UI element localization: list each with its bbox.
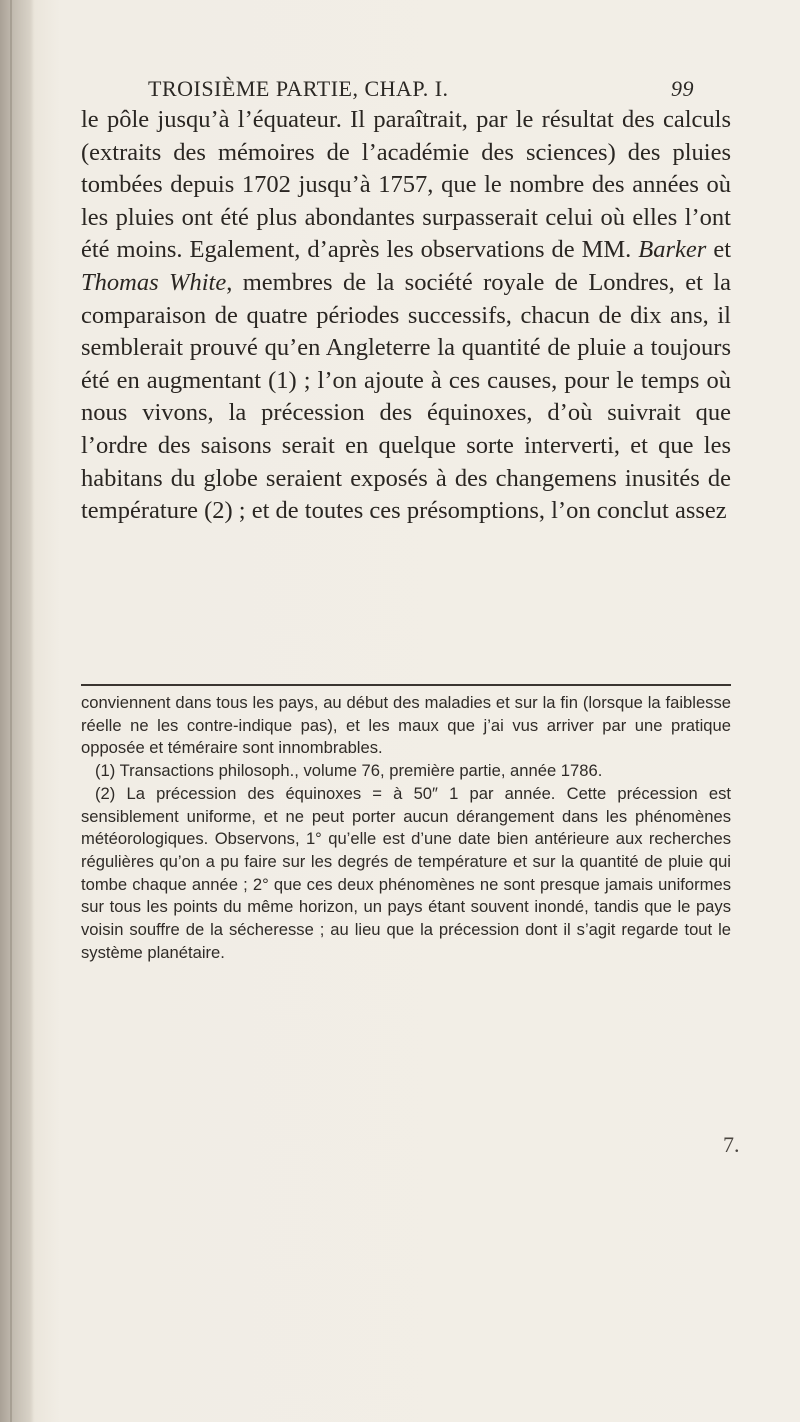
running-head-title: TROISIÈME PARTIE, CHAP. I. [148, 76, 449, 101]
main-text-part-1: le pôle jusqu’à l’équateur. Il paraîtrait, par le résultat des calculs (extraits des mémoires de l’académie des sciences) des pluies tombées depuis 1702 jusqu’à 1757, que le nombre des années où les pluies ont été plus abondantes surpasserait celui où elles l’ont été moins. Egalement, d’après les observations de MM. [81, 106, 731, 264]
footnote-1: (1) Transactions philosoph., volume 76, première partie, année 1786. [95, 761, 603, 781]
binding-gutter [0, 0, 34, 1422]
author-name-white: Thomas White [81, 268, 227, 296]
main-text [81, 104, 731, 528]
footnote-separator [81, 684, 731, 686]
signature-mark: 7. [723, 1132, 740, 1157]
main-paragraph [81, 104, 731, 528]
page-number: 99 [671, 76, 694, 101]
author-name-barker: Barker [638, 236, 707, 264]
main-text-part-2: et [706, 236, 732, 264]
main-text-part-3: , membres de la société royale de Londres, et la comparaison de quatre périodes successifs, chacun de dix ans, il semblerait prouvé qu’en Angleterre la quantité de pluie a toujours été en augmentant (1) ; l’on ajoute à ces causes, pour le temps où nous vivons, la précession des équinoxes, d’où suivrait que l’ordre des saisons serait en quelque sorte interverti, et que les habitans du globe seraient exposés à des changemens inusités de température (2) ; et de toutes ces présomptions, l’on conclut assez [81, 268, 731, 525]
footnote-continuation: conviennent dans tous les pays, au début des maladies et sur la fin (lorsque la faiblesse réelle ne les contre-indique pas), et les maux que j’ai vus arriver par une pratique opposée et téméraire sont innombrables. [81, 693, 731, 758]
footnotes [81, 692, 731, 964]
running-head [148, 76, 708, 102]
footnote-2: (2) La précession des équinoxes = à 50″ 1 par année. Cette précession est sensiblement uniforme, et ne peut porter aucun dérangement dans les phénomènes météorologiques. Observons, 1° qu’elle est d’une date bien antérieure aux recherches régulières qu’on a pu faire sur les degrés de température et sur la quantité de pluie qui tombe chaque année ; 2° que ces deux phénomènes ne sont presque jamais uniformes sur tous les points du même horizon, un pays étant souvent inondé, tandis que le pays voisin souffre de la sécheresse ; au lieu que la précession dont il s’agit regarde tout le système planétaire. [81, 783, 731, 962]
gutter-shadow-line [10, 0, 12, 1422]
